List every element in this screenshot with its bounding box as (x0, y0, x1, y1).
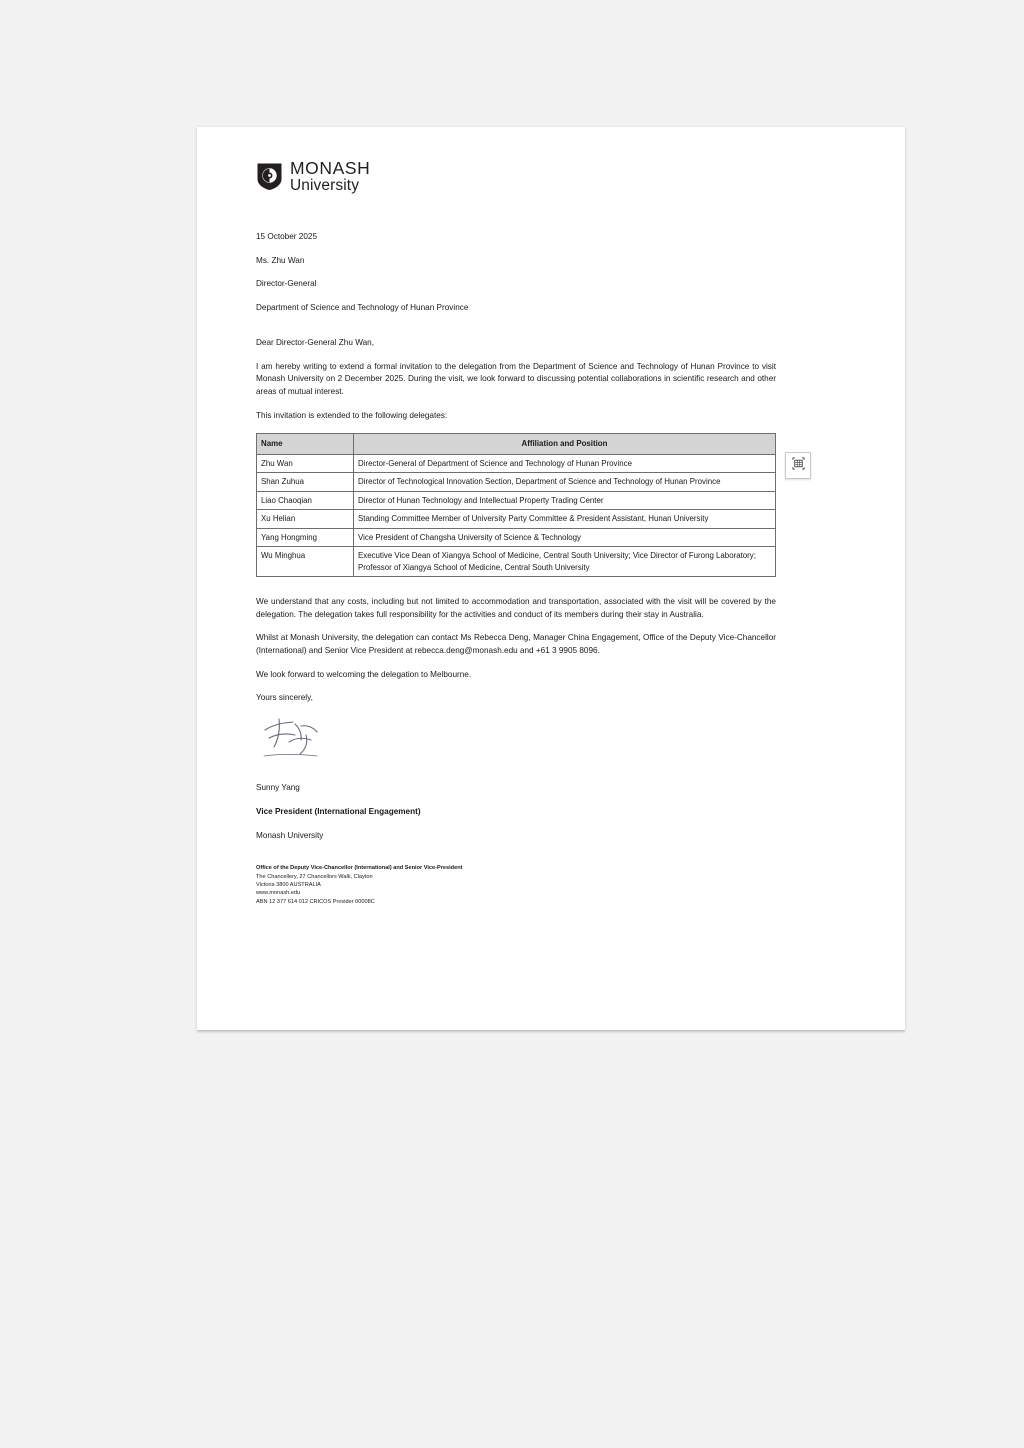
signature-image (259, 716, 329, 762)
letter-paragraph-4: Whilst at Monash University, the delegation can contact Ms Rebecca Deng, Manager China Engagement, Office of the Deputy Vice-Chancellor (International) and Senior Vice President at rebecca.deng@monash.edu and +61 3 9905 8096. (256, 633, 776, 656)
signatory-name: Sunny Yang (256, 783, 300, 793)
page-bottom-shadow (197, 1030, 905, 1034)
table-row (257, 510, 776, 528)
footer-address: The Chancellery, 27 Chancellors Walk, Clayton (256, 873, 373, 880)
logo-line-university: University (290, 176, 360, 194)
table-row (257, 473, 776, 491)
cell-name: Xu Helian (257, 510, 354, 528)
letterhead-footer (256, 864, 776, 906)
cell-name: Wu Minghua (257, 547, 354, 577)
cell-name: Yang Hongming (257, 528, 354, 546)
delegates-table (256, 433, 776, 577)
table-header-affiliation: Affiliation and Position (354, 434, 776, 454)
cell-affiliation: Director of Hunan Technology and Intellectual Property Trading Center (354, 491, 776, 509)
table-row (257, 454, 776, 472)
table-properties-icon (791, 456, 806, 476)
cell-name: Liao Chaoqian (257, 491, 354, 509)
signatory-org: Monash University (256, 830, 324, 840)
table-body (257, 454, 776, 576)
letter-paragraph-1: I am hereby writing to extend a formal invitation to the delegation from the Department of Science and Technology of Hunan Province to visit Monash University on 2 December 2025. During the visit, we look forward to discussing potential collaborations in scientific research and other areas of mutual interest. (256, 361, 776, 396)
signatory-title: Vice President (International Engagement) (256, 806, 421, 816)
footer-region: Victoria 3800 AUSTRALIA (256, 882, 321, 889)
table-header (257, 434, 776, 454)
recipient-name: Ms. Zhu Wan (256, 255, 305, 265)
table-row (257, 547, 776, 577)
letter-paragraph-2: This invitation is extended to the following delegates: (256, 410, 448, 420)
recipient-address (256, 255, 776, 315)
letter-date: 15 October 2025 (256, 232, 317, 241)
letter-paragraph-5: We look forward to welcoming the delegation to Melbourne. (256, 669, 472, 679)
footer-abn: ABN 12 377 614 012 CRICOS Provider 00008C (256, 898, 375, 905)
cell-affiliation: Director of Technological Innovation Section, Department of Science and Technology of Hunan Province (354, 473, 776, 491)
cell-name: Zhu Wan (257, 454, 354, 472)
cell-affiliation: Director-General of Department of Science and Technology of Hunan Province (354, 454, 776, 472)
letter-body (256, 231, 776, 906)
cell-affiliation: Vice President of Changsha University of Science & Technology (354, 528, 776, 546)
logo-line-monash: MONASH (290, 158, 371, 178)
monash-logo-text (290, 160, 370, 193)
cell-affiliation: Executive Vice Dean of Xiangya School of Medicine, Central South University; Vice Director of Furong Laboratory; Professor of Xiangya School of Medicine, Central South University (354, 547, 776, 577)
table-header-row (257, 434, 776, 454)
footer-website: www.monash.edu (256, 890, 301, 897)
recipient-org: Department of Science and Technology of Hunan Province (256, 303, 469, 313)
delegates-table-wrapper (256, 433, 776, 577)
monash-logo (256, 160, 776, 193)
recipient-title: Director-General (256, 279, 317, 289)
cell-affiliation: Standing Committee Member of University Party Committee & President Assistant, Hunan University (354, 510, 776, 528)
table-properties-button[interactable] (785, 452, 811, 479)
letter-salutation: Dear Director-General Zhu Wan, (256, 337, 374, 347)
cell-name: Shan Zuhua (257, 473, 354, 491)
table-row (257, 491, 776, 509)
document-page (197, 127, 905, 1030)
letter-content (256, 160, 776, 906)
table-header-name: Name (257, 434, 354, 454)
footer-office: Office of the Deputy Vice-Chancellor (International) and Senior Vice-President (256, 865, 463, 872)
letter-closing: Yours sincerely, (256, 693, 313, 703)
letter-paragraph-3: We understand that any costs, including but not limited to accommodation and transportation, associated with the visit will be covered by the delegation. The delegation takes full responsibility for the activities and conduct of its members during their stay in Australia. (256, 596, 776, 619)
table-row (257, 528, 776, 546)
monash-shield-icon (256, 162, 283, 191)
